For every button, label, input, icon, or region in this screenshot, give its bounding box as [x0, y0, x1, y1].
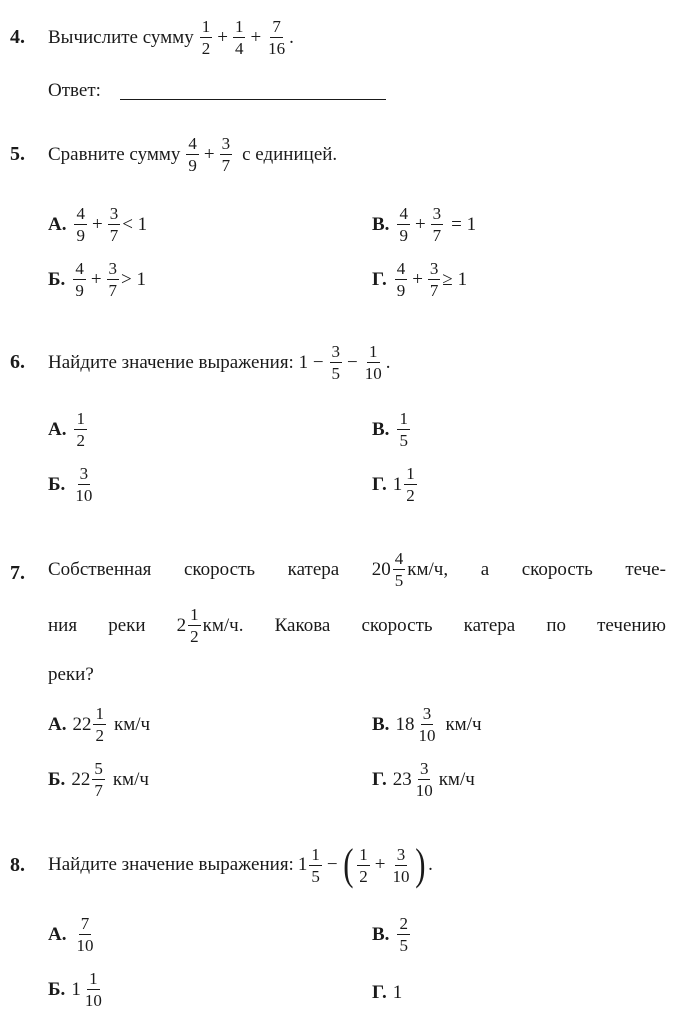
option-relation: > 1 — [121, 268, 146, 290]
option-label: Б. — [48, 768, 66, 790]
option-label: Г. — [372, 473, 387, 495]
q5-option-b[interactable]: Б. $\frac{4}{9}$ + $\frac{3}{7}$ > 1 — [48, 259, 146, 300]
q5-fraction-2: $\frac{3}{7}$ — [221, 134, 231, 175]
q6-number: 6. — [10, 351, 25, 373]
answer-line[interactable] — [120, 99, 386, 100]
option-label: В. — [372, 923, 390, 945]
option-relation: < 1 — [122, 213, 148, 235]
q6-option-a[interactable]: А. $\frac{1}{2}$ — [48, 409, 85, 450]
option-label: В. — [372, 713, 390, 735]
minus-sign: − — [326, 854, 338, 875]
option-label: Г. — [372, 268, 387, 290]
option-label: Г. — [372, 982, 387, 1003]
left-paren: ( — [342, 840, 354, 889]
q7-line-2: ния реки 2 $\frac{1}{2}$ км/ч. Какова скорость катера по течению — [48, 605, 666, 646]
q6-fraction-1: $\frac{3}{5}$ — [331, 342, 341, 383]
q8-fraction-2: $\frac{1}{2}$ — [359, 844, 368, 886]
period: . — [289, 26, 294, 48]
q4-fraction-2: $\frac{1}{4}$ — [234, 17, 244, 58]
q5-text-end: с единицей. — [242, 143, 338, 165]
period: . — [385, 351, 391, 373]
q5-option-a[interactable]: А. $\frac{4}{9}$ + $\frac{3}{7}$ < 1 — [48, 204, 148, 245]
option-label: Г. — [372, 768, 387, 790]
option-label: В. — [372, 213, 390, 235]
option-whole: 1 — [392, 473, 403, 495]
q7-option-v[interactable]: В. 18 $\frac{3}{10}$ км/ч — [372, 704, 482, 745]
q6-statement — [10, 343, 391, 382]
q8-fraction-3: $\frac{3}{10}$ — [392, 844, 410, 886]
option-label: А. — [48, 213, 67, 235]
option-relation: = 1 — [451, 213, 477, 235]
q8-option-v[interactable]: В. $\frac{2}{5}$ — [372, 914, 408, 955]
option-label: А. — [48, 923, 67, 945]
q7-option-g[interactable]: Г. 23 $\frac{3}{10}$ км/ч — [372, 759, 475, 800]
option-label: В. — [372, 418, 390, 440]
right-paren: ) — [415, 840, 426, 889]
q8-fraction-1: $\frac{1}{5}$ — [311, 844, 320, 886]
q5-option-g[interactable]: Г. $\frac{4}{9}$ + $\frac{3}{7}$ ≥ 1 — [372, 259, 468, 300]
option-label: А. — [48, 418, 67, 440]
q8-statement — [10, 840, 433, 889]
option-relation: ≥ 1 — [442, 268, 468, 290]
q8-option-a[interactable]: А. $\frac{7}{10}$ — [48, 914, 94, 955]
q5-fraction-1: $\frac{4}{9}$ — [188, 134, 197, 175]
plus-sign: + — [374, 854, 386, 875]
q6-option-v[interactable]: В. $\frac{1}{5}$ — [372, 409, 408, 450]
q7-option-a[interactable]: А. 22 $\frac{1}{2}$ км/ч — [48, 704, 151, 745]
minus-sign: − — [347, 351, 358, 373]
q5-option-v[interactable]: В. $\frac{4}{9}$ + $\frac{3}{7}$ = 1 — [372, 204, 477, 245]
period: . — [428, 854, 433, 875]
q5-statement — [10, 135, 337, 174]
option-label: Б. — [48, 978, 66, 1000]
option-label: Б. — [48, 473, 66, 495]
q6-option-g[interactable]: Г. 1 $\frac{1}{2}$ — [372, 464, 415, 505]
option-label: А. — [48, 713, 67, 735]
q7-line-1: Собственная скорость катера 20 $\frac{4}{5}$ км/ч, а скорость тече- — [48, 549, 666, 590]
option-label: Б. — [48, 268, 66, 290]
q4-text: Вычислите сумму — [48, 26, 194, 48]
q7-number: 7. — [10, 562, 25, 584]
q7-line-3: реки? — [48, 664, 94, 685]
plus-sign: + — [250, 26, 262, 48]
q5-number: 5. — [10, 143, 25, 165]
plus-sign: + — [203, 143, 215, 165]
q6-text: Найдите значение выражения: 1 − — [48, 351, 324, 373]
q8-text: Найдите значение выражения: — [48, 854, 294, 875]
q8-option-b[interactable]: Б. 1 $\frac{1}{10}$ — [48, 969, 102, 1010]
plus-sign: + — [217, 26, 228, 48]
option-value: 1 — [392, 982, 403, 1003]
q4-fraction-1: $\frac{1}{2}$ — [201, 17, 211, 58]
answer-label: Ответ: — [48, 80, 101, 101]
q8-option-g[interactable] — [372, 982, 402, 1004]
q7-option-b[interactable]: Б. 22 $\frac{5}{7}$ км/ч — [48, 759, 149, 800]
q4-statement — [10, 18, 294, 57]
q4-number: 4. — [10, 26, 25, 48]
q6-fraction-2: $\frac{1}{10}$ — [364, 342, 382, 383]
q8-whole: 1 — [297, 854, 308, 875]
q6-option-b[interactable]: Б. $\frac{3}{10}$ — [48, 464, 93, 505]
q8-number: 8. — [10, 853, 25, 876]
q5-text: Сравните сумму — [48, 143, 181, 165]
q4-fraction-3: $\frac{7}{16}$ — [268, 17, 286, 58]
